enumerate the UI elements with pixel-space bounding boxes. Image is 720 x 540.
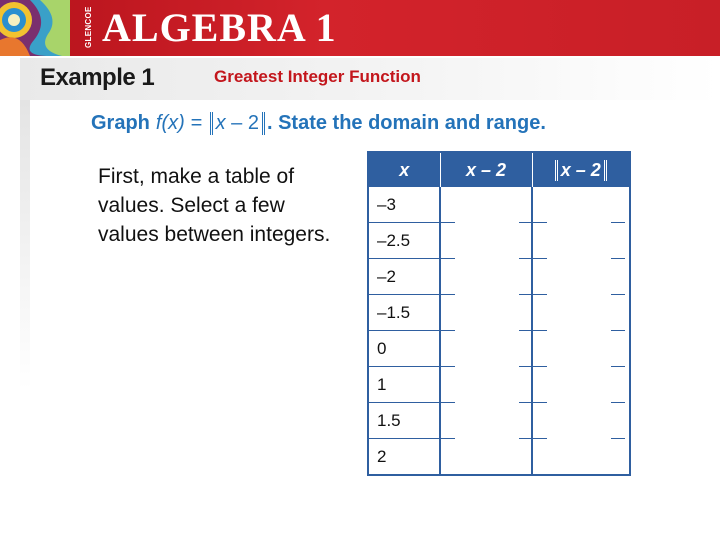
header-x: x <box>368 152 440 187</box>
table-row <box>368 403 630 439</box>
swirl-logo-icon <box>0 0 70 56</box>
example-label: Example 1 <box>40 64 155 91</box>
table-row <box>368 367 630 403</box>
blank-cell <box>532 223 630 259</box>
header-banner <box>0 0 720 56</box>
table-row <box>368 187 630 223</box>
blank-cell <box>532 367 630 403</box>
x-value-cell: –3 <box>368 187 440 223</box>
blank-cell <box>532 331 630 367</box>
table-row <box>368 223 630 259</box>
blank-cell <box>440 223 532 259</box>
blank-cell <box>532 295 630 331</box>
header-greatest-integer: x – 2 <box>532 152 630 187</box>
header-x-minus-2: x – 2 <box>440 152 532 187</box>
x-value-cell: –2.5 <box>368 223 440 259</box>
blank-cell <box>440 259 532 295</box>
blank-cell <box>440 439 532 476</box>
instruction-text: First, make a table of values. Select a few values between integers. <box>98 165 331 246</box>
table-row <box>368 439 630 476</box>
blank-cell <box>440 295 532 331</box>
x-value-cell: 1 <box>368 367 440 403</box>
blank-cell <box>440 331 532 367</box>
blank-cell <box>532 403 630 439</box>
values-table <box>367 151 631 476</box>
bracket-variable: x <box>215 112 226 134</box>
problem-lead: Graph <box>91 112 150 134</box>
bracket-rest: – 2 <box>225 112 259 134</box>
slide-subtitle: Greatest Integer Function <box>214 67 421 86</box>
blank-cell <box>532 187 630 223</box>
table-row <box>368 259 630 295</box>
x-value-cell: –2 <box>368 259 440 295</box>
problem-tail: . State the domain and range. <box>266 112 546 134</box>
publisher-logo: GLENCOE <box>84 6 93 48</box>
blank-cell <box>440 367 532 403</box>
blank-cell <box>440 403 532 439</box>
side-shade <box>20 100 30 390</box>
blank-cell <box>532 439 630 476</box>
problem-statement <box>91 112 546 135</box>
course-title: ALGEBRA 1 <box>102 5 337 50</box>
greatest-integer-bracket <box>210 112 265 135</box>
x-value-cell: 1.5 <box>368 403 440 439</box>
blank-cell <box>440 187 532 223</box>
blank-cell <box>532 259 630 295</box>
x-value-cell: –1.5 <box>368 295 440 331</box>
x-value-cell: 0 <box>368 331 440 367</box>
x-value-cell: 2 <box>368 439 440 476</box>
table-header-row <box>368 152 630 187</box>
table-row <box>368 331 630 367</box>
table-row <box>368 295 630 331</box>
function-prefix: f(x) = <box>155 112 203 134</box>
